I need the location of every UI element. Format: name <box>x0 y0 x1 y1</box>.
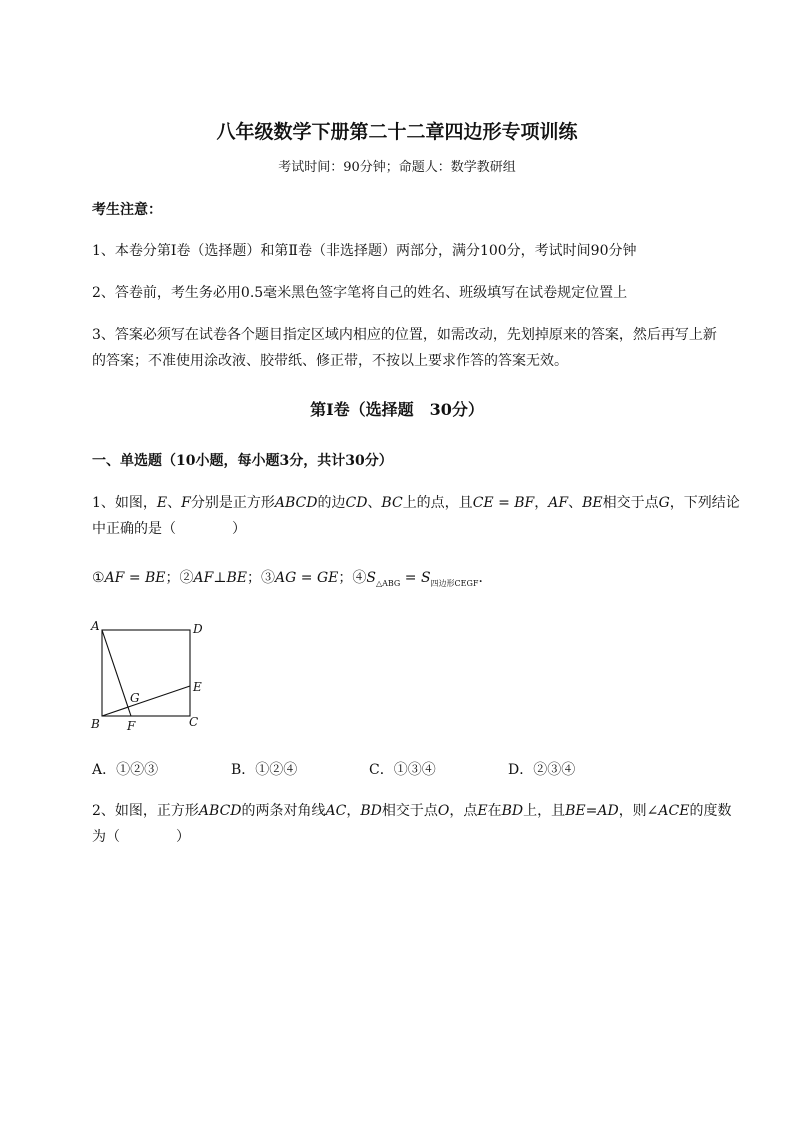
question-1-line-1: 1、如图，E、F分别是正方形ABCD的边CD、BC上的点，且CE = BF，AF、BE相交于点G，下列结论 <box>92 495 740 511</box>
part-heading: 一、单选题（10小题，每小题3分，共计30分） <box>92 453 393 469</box>
section-title: 第I卷（选择题 30分） <box>310 400 484 419</box>
page-title: 八年级数学下册第二十二章四边形专项训练 <box>216 121 578 143</box>
option-a: A．①②③ <box>92 762 159 778</box>
label-f: F <box>127 719 136 733</box>
label-c: C <box>189 715 199 729</box>
exam-info: 考试时间：90分钟；命题人：数学教研组 <box>278 160 516 175</box>
label-g: G <box>130 691 140 705</box>
question-2-line-1: 2、如图，正方形ABCD的两条对角线AC，BD相交于点O，点E在BD上，且BE=AD，则∠ACE的度数 <box>92 803 732 819</box>
option-c: C．①③④ <box>369 762 436 778</box>
notice-item-1: 1、本卷分第I卷（选择题）和第Ⅱ卷（非选择题）两部分，满分100分，考试时间90分钟 <box>92 243 637 259</box>
option-d: D．②③④ <box>508 762 576 778</box>
question-1-statements: ①AF = BE；②AF⊥BE；③AG = GE；$④S_{\triangle ABG} = S_{四边形CEGF}$． <box>92 570 493 588</box>
notice-item-2: 2、答卷前，考生务必用0.5毫米黑色签字笔将自己的姓名、班级填写在试卷规定位置上 <box>92 285 628 301</box>
question-2-line-2: 为（ ） <box>92 829 190 845</box>
option-b: B．①②④ <box>231 762 298 778</box>
label-b: B <box>91 717 100 731</box>
question-1-figure <box>88 616 213 736</box>
square-abcd <box>102 630 190 716</box>
label-a: A <box>91 619 100 633</box>
segment-af <box>102 630 131 716</box>
label-e: E <box>193 680 202 694</box>
segment-be <box>102 686 190 716</box>
label-d: D <box>193 622 203 636</box>
notice-heading: 考生注意： <box>92 202 162 218</box>
notice-item-3-cont: 的答案；不准使用涂改液、胶带纸、修正带，不按以上要求作答的答案无效。 <box>92 353 568 369</box>
question-1-line-2: 中正确的是（ ） <box>92 521 246 537</box>
notice-item-3: 3、答案必须写在试卷各个题目指定区域内相应的位置，如需改动，先划掉原来的答案，然后再写上新 <box>92 327 717 343</box>
